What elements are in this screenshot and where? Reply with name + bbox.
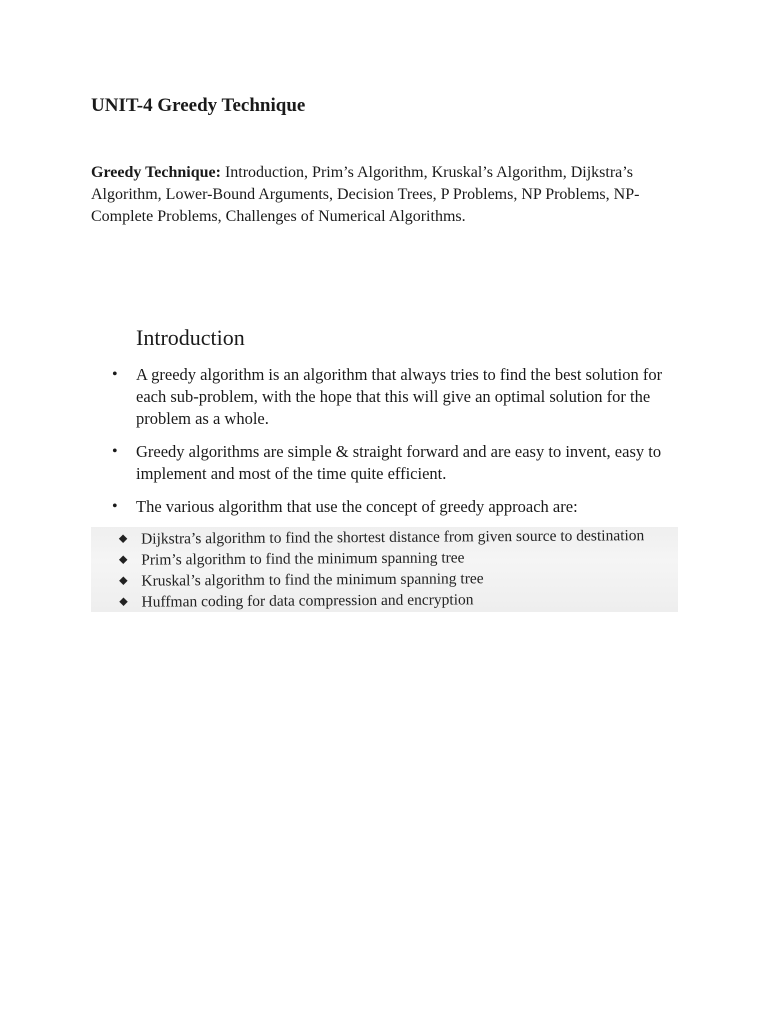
bullet-item bbox=[0, 364, 681, 430]
intro-bullet-list bbox=[0, 364, 768, 529]
bullet-icon: • bbox=[112, 443, 118, 460]
scanned-algorithm-list bbox=[91, 527, 645, 612]
scanned-item-text: Huffman coding for data compression and encryption bbox=[141, 591, 474, 611]
bullet-icon: • bbox=[112, 366, 118, 383]
scanned-list-item bbox=[91, 588, 644, 612]
bullet-text: A greedy algorithm is an algorithm that always tries to find the best solution for each sub-problem, with the hope that this will give an optimal solution for the problem as a whole. bbox=[136, 365, 663, 428]
bullet-item bbox=[0, 496, 681, 518]
syllabus-text: Introduction, Prim’s Algorithm, Kruskal’s Algorithm, Dijkstra’s Algorithm, Lower-Bound Arguments, Decision Trees, P Problems, NP Problems, NP-Complete Problems, Challenges of Numerical Algorithms. bbox=[91, 164, 640, 225]
bullet-text: Greedy algorithms are simple & straight forward and are easy to invent, easy to implement and most of the time quite efficient. bbox=[136, 442, 662, 483]
unit-title: UNIT-4 Greedy Technique bbox=[91, 95, 306, 116]
scanned-item-text: Kruskal’s algorithm to find the minimum spanning tree bbox=[141, 570, 484, 590]
syllabus-label: Greedy Technique: bbox=[91, 164, 221, 181]
diamond-bullet-icon bbox=[119, 577, 127, 585]
diamond-bullet-icon bbox=[119, 556, 127, 564]
diamond-bullet-icon bbox=[119, 598, 127, 606]
bullet-icon: • bbox=[112, 498, 118, 515]
scanned-item-text: Dijkstra’s algorithm to find the shortest distance from given source to destination bbox=[141, 527, 645, 548]
scanned-item-text: Prim’s algorithm to find the minimum spanning tree bbox=[141, 549, 465, 569]
bullet-item bbox=[0, 441, 681, 485]
scanned-image bbox=[91, 527, 678, 612]
bullet-text: The various algorithm that use the concept of greedy approach are: bbox=[136, 497, 578, 516]
section-heading: Introduction bbox=[136, 325, 245, 350]
syllabus-paragraph bbox=[91, 162, 671, 228]
diamond-bullet-icon bbox=[119, 535, 127, 543]
